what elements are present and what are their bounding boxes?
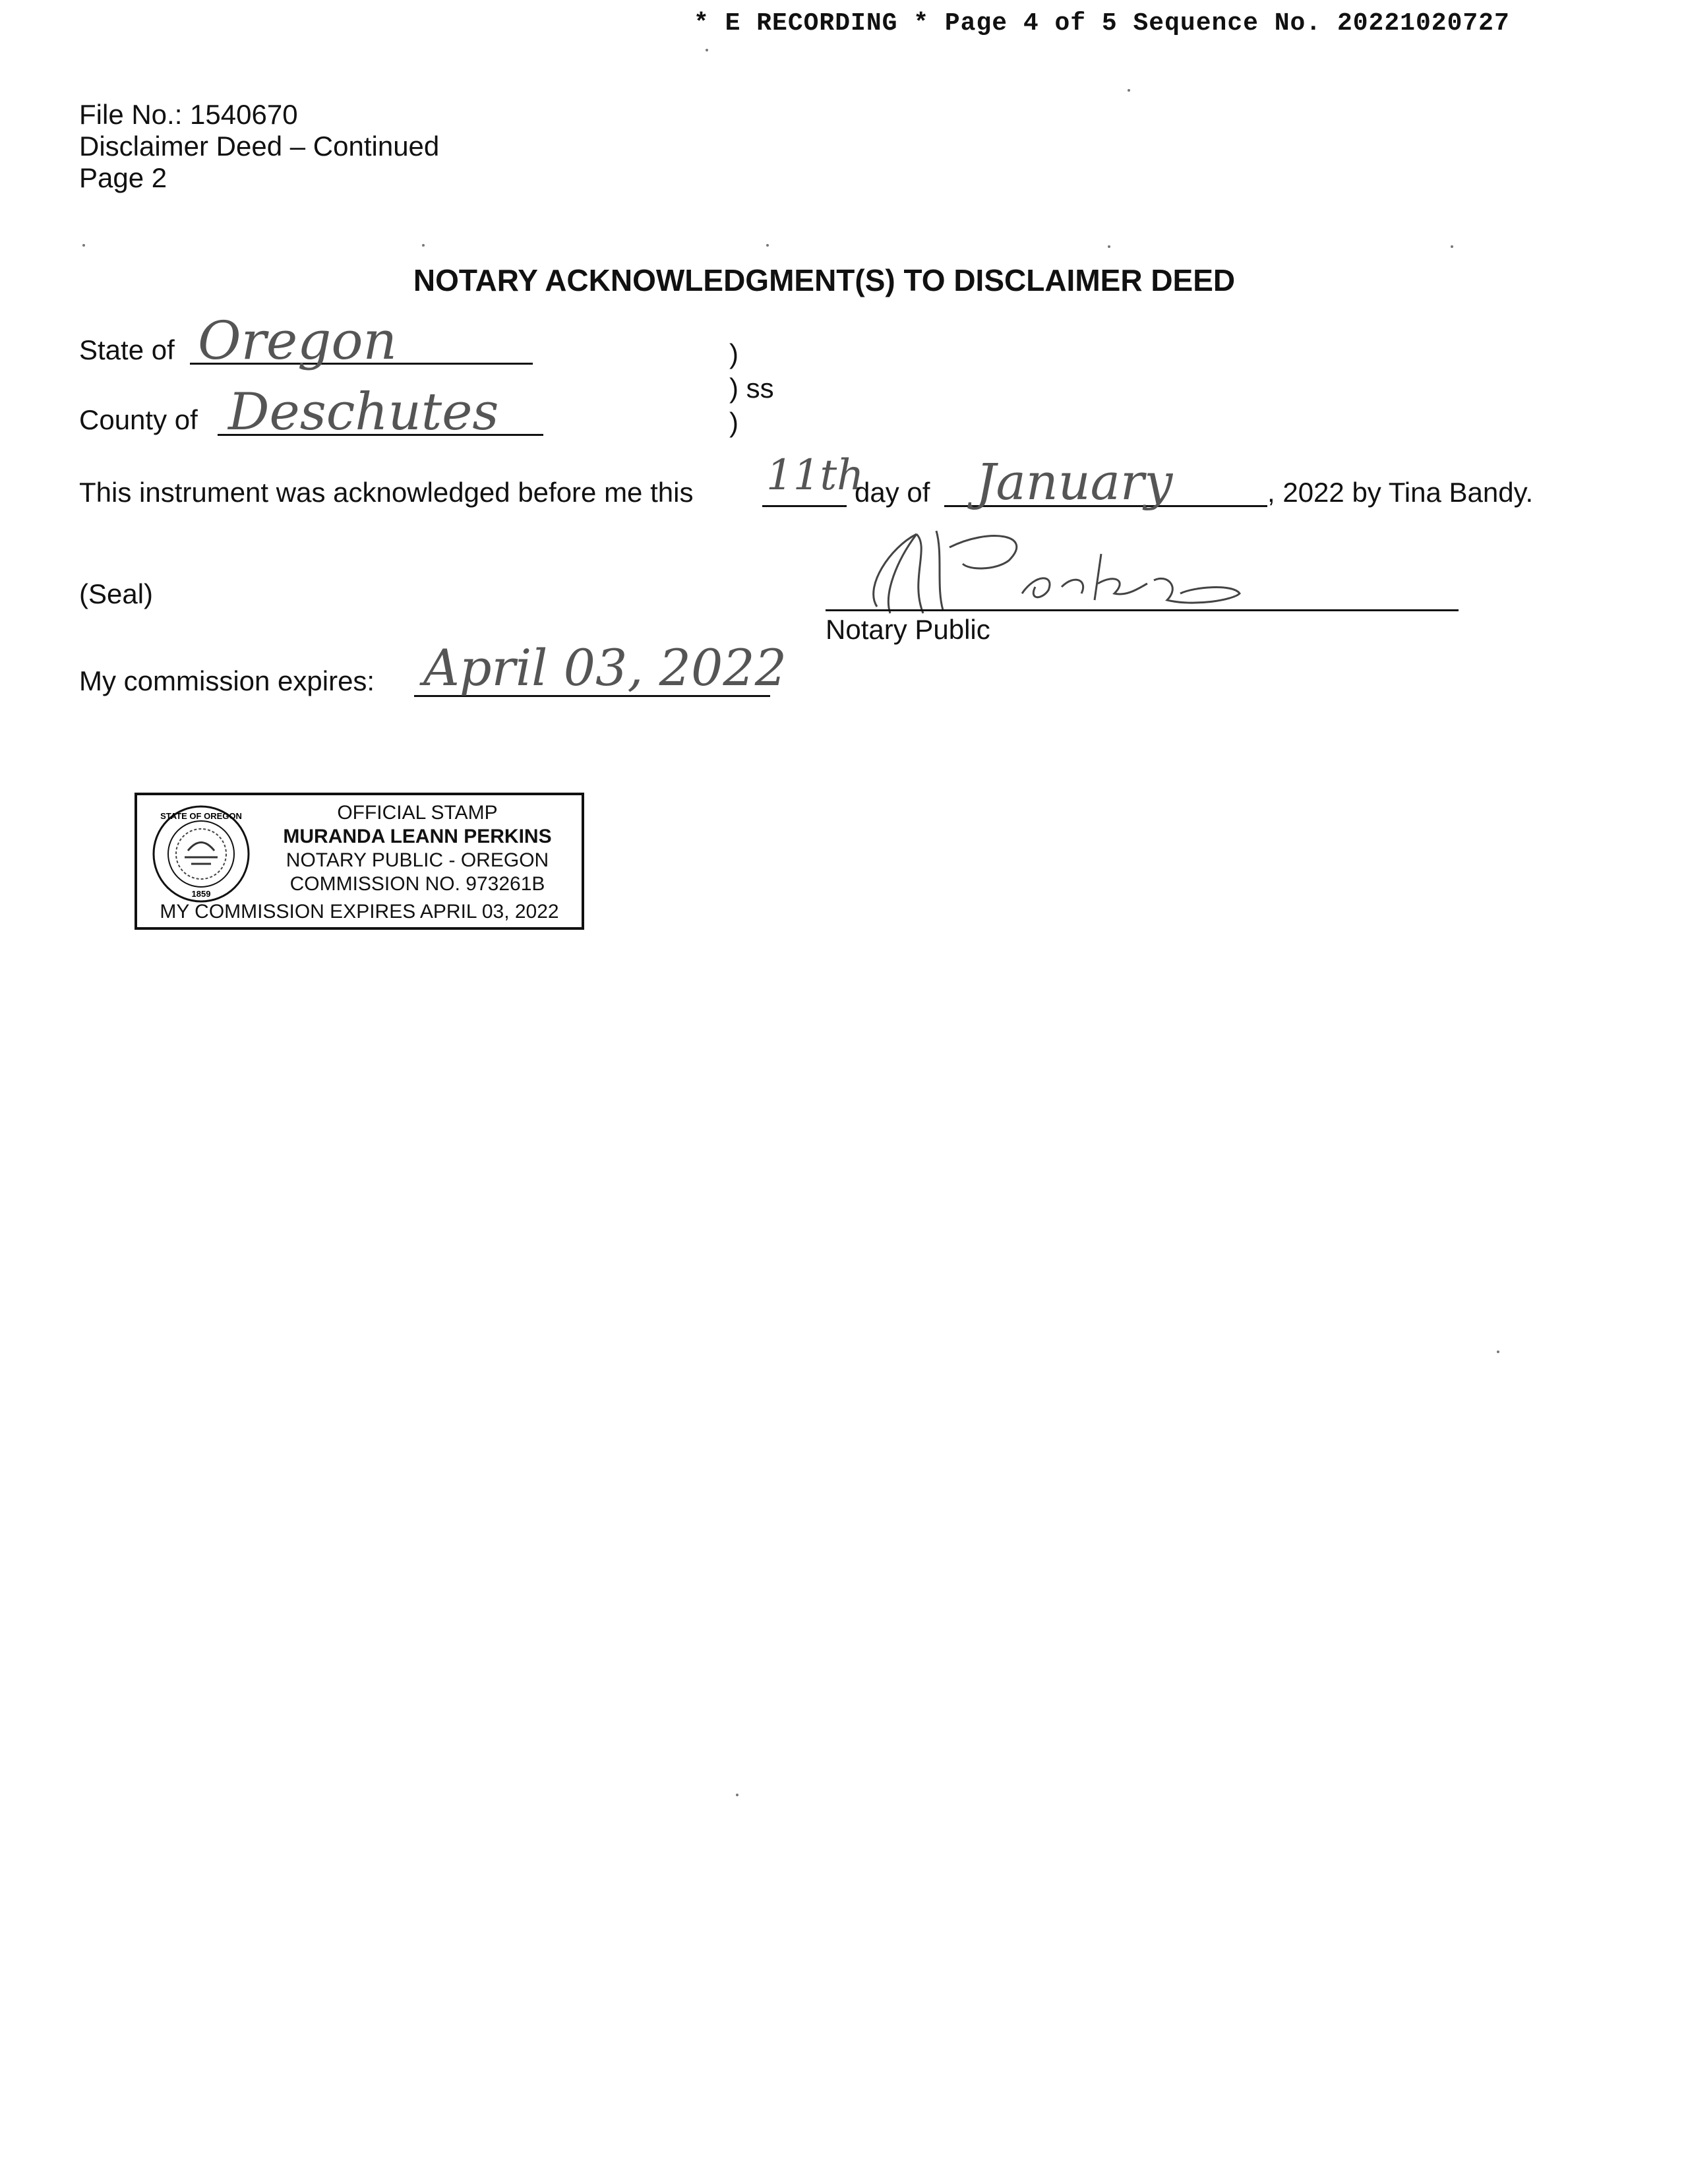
seal-year: 1859 bbox=[191, 889, 211, 899]
venue-bracket-bottom: ) bbox=[729, 407, 738, 438]
stamp-notary-name: MURANDA LEANN PERKINS bbox=[283, 826, 552, 847]
stamp-title: OFFICIAL STAMP bbox=[337, 802, 498, 824]
seal-label: (Seal) bbox=[79, 578, 154, 609]
month-handwritten-value: January bbox=[976, 452, 1173, 511]
day-underline bbox=[762, 505, 847, 507]
document-continued: Disclaimer Deed – Continued bbox=[79, 131, 440, 162]
notary-signature bbox=[837, 521, 1259, 620]
acknowledgment-day-of: day of bbox=[855, 477, 930, 508]
state-label: State of bbox=[79, 334, 175, 365]
recording-header: * E RECORDING * Page 4 of 5 Sequence No. 20221020727 bbox=[694, 9, 1510, 38]
state-handwritten-value: Oregon bbox=[198, 310, 398, 371]
signature-underline bbox=[826, 609, 1459, 611]
county-label: County of bbox=[79, 404, 198, 435]
signature-graphic bbox=[837, 521, 1259, 620]
county-handwritten-value: Deschutes bbox=[228, 382, 499, 442]
stamp-expiration: MY COMMISSION EXPIRES APRIL 03, 2022 bbox=[160, 901, 559, 923]
commission-expires-label: My commission expires: bbox=[79, 665, 375, 696]
acknowledgment-text-end: , 2022 by Tina Bandy. bbox=[1267, 477, 1534, 508]
commission-handwritten-value: April 03, 2022 bbox=[423, 638, 787, 697]
page-title: NOTARY ACKNOWLEDGMENT(S) TO DISCLAIMER DEED bbox=[413, 263, 1236, 297]
state-seal bbox=[152, 804, 251, 903]
seal-text-top: STATE OF OREGON bbox=[160, 811, 242, 821]
page-number: Page 2 bbox=[79, 162, 167, 193]
notary-public-caption: Notary Public bbox=[826, 614, 990, 645]
venue-bracket-top: ) bbox=[729, 338, 738, 369]
stamp-notary-state: NOTARY PUBLIC - OREGON bbox=[286, 849, 549, 871]
official-stamp bbox=[135, 793, 584, 930]
venue-bracket-ss: ) ss bbox=[729, 373, 774, 404]
acknowledgment-text-start: This instrument was acknowledged before me this bbox=[79, 477, 694, 508]
stamp-commission-number: COMMISSION NO. 973261B bbox=[289, 873, 545, 895]
day-handwritten-value: 11th bbox=[766, 451, 864, 500]
file-number: File No.: 1540670 bbox=[79, 99, 298, 130]
